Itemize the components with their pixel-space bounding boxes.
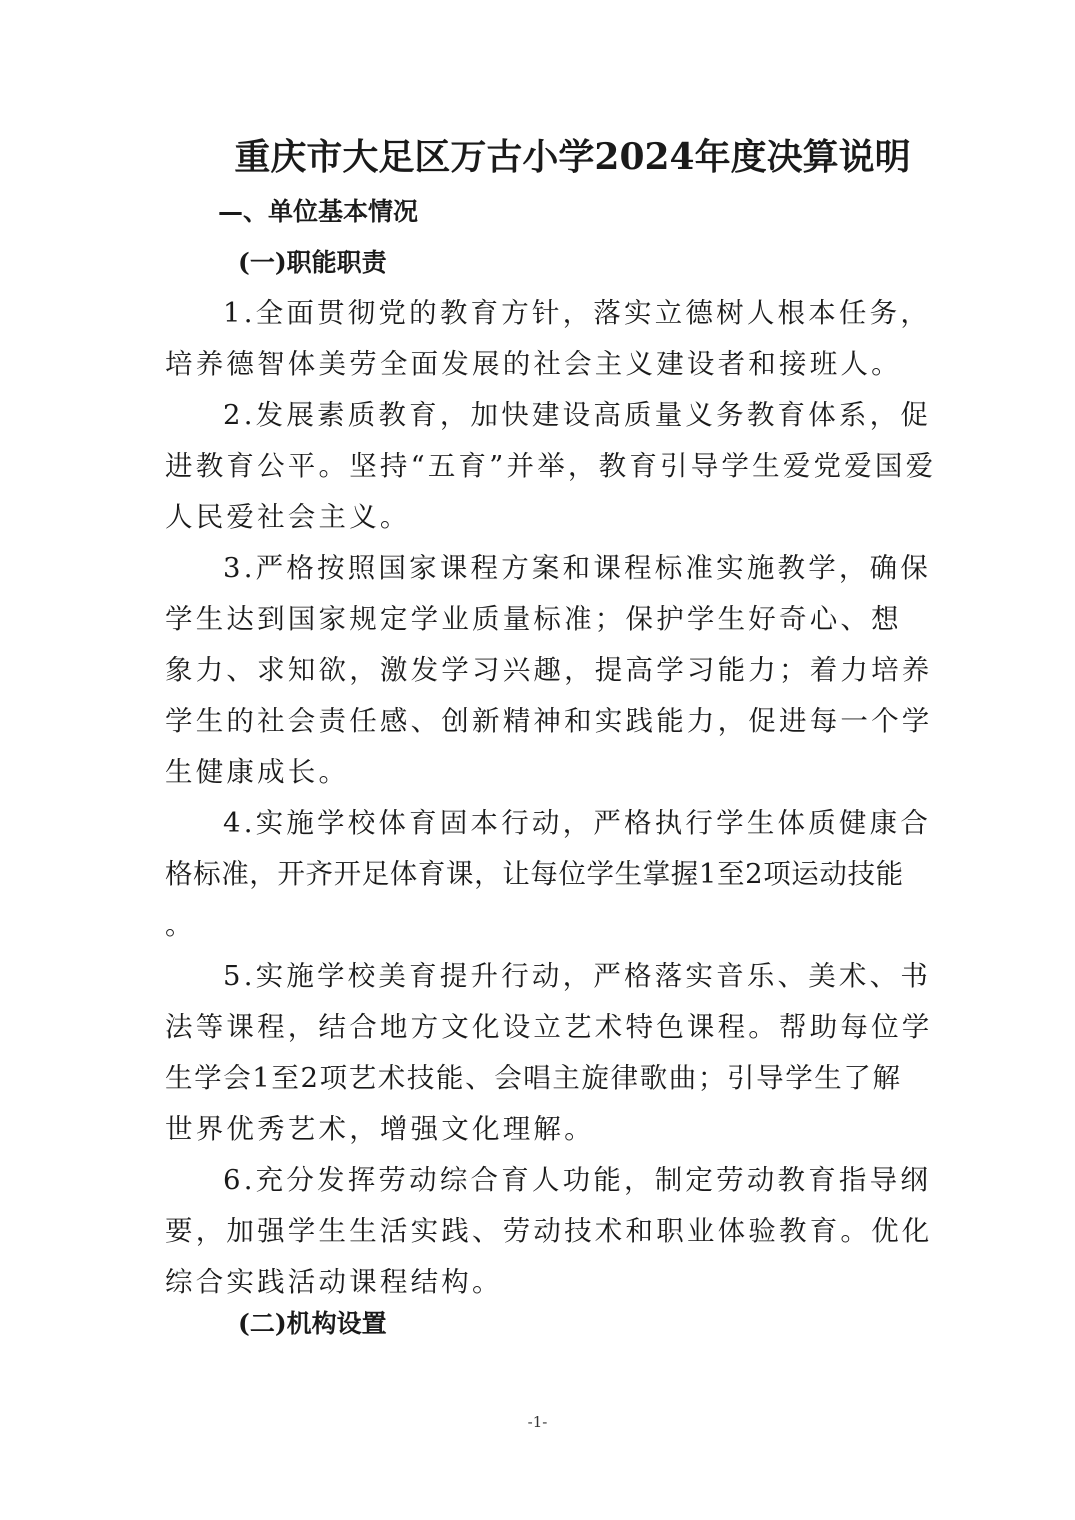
paragraph	[165, 390, 937, 543]
document-title: 重庆市大足区万古小学2024年度决算说明	[234, 136, 911, 178]
paragraph-line: 生学会1至2项艺术技能、会唱主旋律歌曲；引导学生了解	[165, 1062, 902, 1094]
subheading-duties: (一)职能职责	[238, 248, 387, 277]
paragraph	[165, 543, 933, 798]
paragraph	[165, 288, 932, 390]
paragraph-line: 综合实践活动课程结构。	[165, 1266, 503, 1298]
paragraph-line: 人民爱社会主义。	[165, 501, 411, 533]
paragraph-line: 2.发展素质教育，加快建设高质量义务教育体系，促	[223, 399, 932, 431]
paragraph	[165, 798, 932, 951]
paragraph-line: 象力、求知欲，激发学习兴趣，提高学习能力；着力培养	[165, 654, 933, 686]
paragraph-line: 5.实施学校美育提升行动，严格落实音乐、美术、书	[223, 960, 932, 992]
paragraph-line: 进教育公平。坚持“五育”并举，教育引导学生爱党爱国爱	[165, 450, 937, 482]
paragraph	[165, 1155, 933, 1308]
document-body	[165, 288, 937, 1308]
paragraph-line: 3.严格按照国家课程方案和课程标准实施教学，确保	[223, 552, 932, 584]
paragraph-line: 学生达到国家规定学业质量标准；保护学生好奇心、想	[165, 603, 902, 635]
page-number: -1-	[527, 1413, 548, 1431]
paragraph	[165, 951, 933, 1155]
paragraph-line: 1.全面贯彻党的教育方针，落实立德树人根本任务，	[223, 297, 932, 329]
paragraph-line: 格标准，开齐开足体育课，让每位学生掌握1至2项运动技能	[165, 858, 904, 890]
paragraph-line: 。	[165, 909, 196, 941]
paragraph-line: 培养德智体美劳全面发展的社会主义建设者和接班人。	[165, 348, 902, 380]
paragraph-line: 法等课程，结合地方文化设立艺术特色课程。帮助每位学	[165, 1011, 933, 1043]
paragraph-line: 要，加强学生生活实践、劳动技术和职业体验教育。优化	[165, 1215, 933, 1247]
section-heading-unit-basics: —、单位基本情况	[218, 197, 419, 226]
paragraph-line: 4.实施学校体育固本行动，严格执行学生体质健康合	[223, 807, 932, 839]
paragraph-line: 世界优秀艺术，增强文化理解。	[165, 1113, 595, 1145]
paragraph-line: 6.充分发挥劳动综合育人功能，制定劳动教育指导纲	[223, 1164, 932, 1196]
paragraph-line: 学生的社会责任感、创新精神和实践能力，促进每一个学	[165, 705, 933, 737]
paragraph-line: 生健康成长。	[165, 756, 350, 788]
subheading-organization: (二)机构设置	[238, 1309, 387, 1338]
